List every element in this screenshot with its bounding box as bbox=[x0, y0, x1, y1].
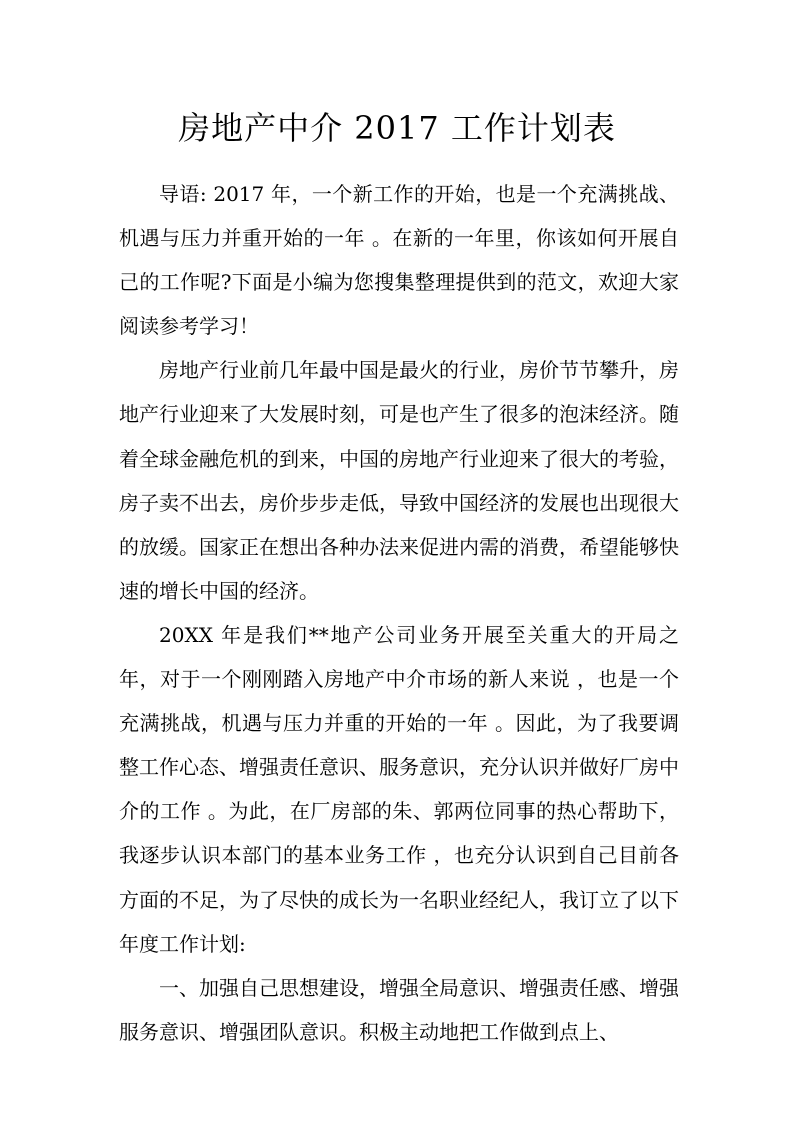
paragraph-industry-background: 房地产行业前几年最中国是最火的行业，房价节节攀升，房地产行业迎来了大发展时刻，可是也产生了很多的泡沫经济。随着全球金融危机的到来，中国的房地产行业迎来了很大的考验，房子卖不出去，房价步步走低，导致中国经济的发展也出现很大的放缓。国家正在想出各种办法来促进内需的消费，希望能够快速的增长中国的经济。 bbox=[119, 358, 679, 603]
paragraph-intro: 导语: 2017 年，一个新工作的开始，也是一个充满挑战、机遇与压力并重开始的一年 。在新的一年里，你该如何开展自己的工作呢?下面是小编为您搜集整理提供到的范文，欢迎大家阅读参考学习！ bbox=[119, 182, 679, 339]
paragraph-item-one: 一、加强自己思想建设，增强全局意识、增强责任感、增强服务意识、增强团队意识。积极主动地把工作做到点上、 bbox=[119, 975, 679, 1044]
document-body bbox=[119, 172, 679, 1054]
document-title: 房地产中介 2017 工作计划表 bbox=[178, 109, 616, 147]
paragraph-annual-plan: 20XX 年是我们**地产公司业务开展至关重大的开局之年，对于一个刚刚踏入房地产中介市场的新人来说 ，也是一个充满挑战，机遇与压力并重的开始的一年 。因此，为了我要调整工作心态、增强责任意识、服务意识，充分认识并做好厂房中介的工作 。为此，在厂房部的朱、郭两位同事的热心帮助下，我逐步认识本部门的基本业务工作 ，也充分认识到自己目前各方面的不足，为了尽快的成长为一名职业经纪人，我订立了以下年度工作计划: bbox=[119, 622, 679, 956]
